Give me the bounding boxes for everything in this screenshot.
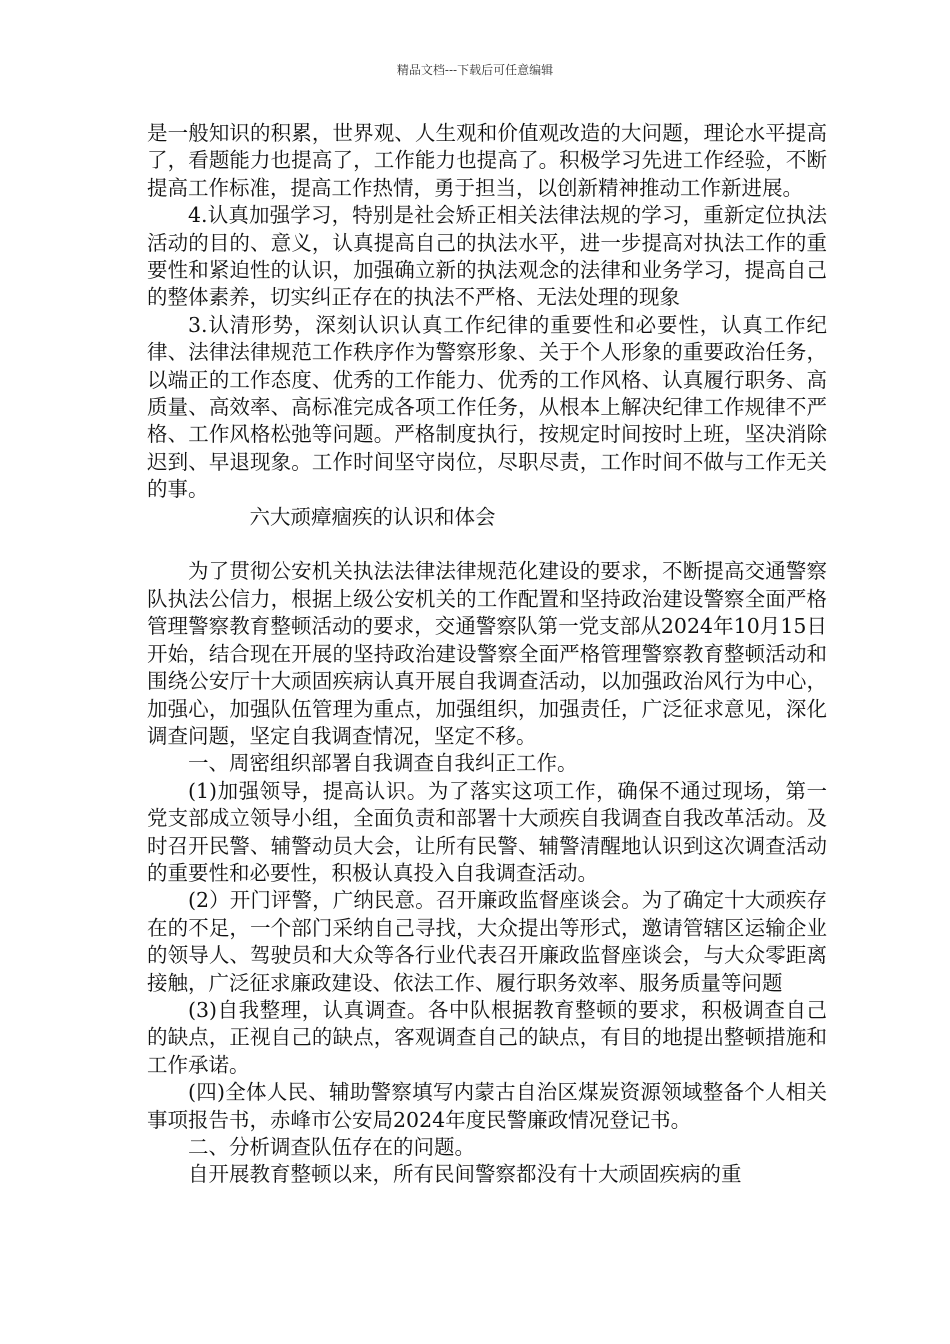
paragraph-point-4: (四)全体人民、辅助警察填写内蒙古自治区煤炭资源领域整备个人相关事项报告书，赤峰市公安局2024年度民警廉政情况登记书。 [147, 1080, 827, 1132]
paragraph-analysis: 自开展教育整顿以来，所有民间警察都没有十大顽固疾病的重 [188, 1162, 742, 1187]
section-title: 六大顽瘴痼疾的认识和体会 [249, 504, 496, 529]
document-body [147, 120, 827, 1189]
paragraph-point-3: (3)自我整理，认真调查。各中队根据教育整顿的要求，积极调查自己的缺点，正视自己的缺点，客观调查自己的缺点，有目的地提出整顿措施和工作承诺。 [147, 997, 827, 1077]
paragraph-point-1: (1)加强领导，提高认识。为了落实这项工作，确保不通过现场，第一党支部成立领导小组，全面负责和部署十大顽疾自我调查自我改革活动。及时召开民警、辅警动员大会，让所有民警、辅警清醒地认识到这次调查活动的重要性和必要性，积极认真投入自我调查活动。 [147, 778, 827, 885]
heading-part-two: 二、分析调查队伍存在的问题。 [188, 1135, 475, 1160]
page-header: 精品文档---下载后可任意编辑 [396, 63, 554, 77]
paragraph-point-2: (2）开门评警，广纳民意。召开廉政监督座谈会。为了确定十大顽疾存在的不足，一个部门采纳自己寻找，大众提出等形式，邀请管辖区运输企业的领导人、驾驶员和大众等各行业代表召开廉政监督座谈会，与大众零距离接触，广泛征求廉政建设、依法工作、履行职务效率、服务质量等问题 [147, 888, 827, 995]
blank-line [147, 531, 827, 558]
paragraph-item-4: 4.认真加强学习，特别是社会矫正相关法律法规的学习，重新定位执法活动的目的、意义，认真提高自己的执法水平，进一步提高对执法工作的重要性和紧迫性的认识，加强确立新的执法观念的法律和业务学习，提高自己的整体素养，切实纠正存在的执法不严格、无法处理的现象 [147, 203, 827, 310]
paragraph-item-3: 3.认清形势，深刻认识认真工作纪律的重要性和必要性，认真工作纪律、法律法律规范工作秩序作为警察形象、关于个人形象的重要政治任务，以端正的工作态度、优秀的工作能力、优秀的工作风格、认真履行职务、高质量、高效率、高标准完成各项工作任务，从根本上解决纪律工作规律不严格、工作风格松弛等问题。严格制度执行，按规定时间按时上班，坚决消除迟到、早退现象。工作时间坚守岗位，尽职尽责，工作时间不做与工作无关的事。 [147, 312, 827, 502]
paragraph-intro: 为了贯彻公安机关执法法律法律规范化建设的要求，不断提高交通警察队执法公信力，根据上级公安机关的工作配置和坚持政治建设警察全面严格管理警察教育整顿活动的要求，交通警察队第一党支部从2024年10月15日开始，结合现在开展的坚持政治建设警察全面严格管理警察教育整顿活动和围绕公安厅十大顽固疾病认真开展自我调查活动，以加强政治风行为中心，加强心，加强队伍管理为重点，加强组织，加强责任，广泛征求意见，深化调查问题，坚定自我调查情况，坚定不移。 [147, 559, 827, 748]
heading-part-one: 一、周密组织部署自我调查自我纠正工作。 [188, 751, 578, 776]
paragraph-continuation: 是一般知识的积累，世界观、人生观和价值观改造的大问题，理论水平提高了，看题能力也提高了，工作能力也提高了。积极学习先进工作经验，不断提高工作标准，提高工作热情，勇于担当，以创新精神推动工作新进展。 [147, 121, 827, 200]
